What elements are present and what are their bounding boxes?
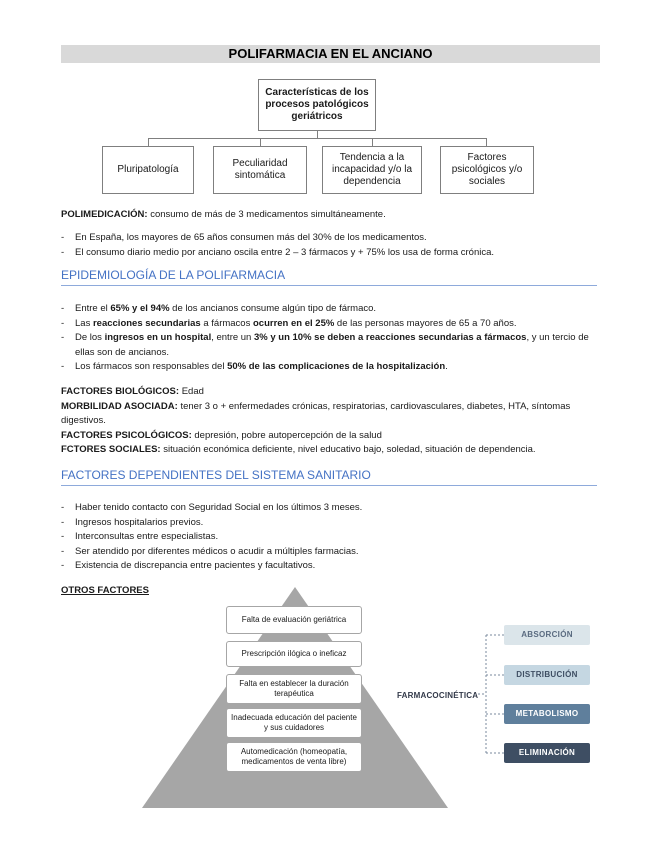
list-item: - De los ingresos en un hospital, entre un 3% y un 10% se deben a reacciones secundarias a fármacos, y un tercio de ellas son de ancianos. bbox=[61, 331, 601, 360]
list-item: - El consumo diario medio por anciano oscila entre 2 – 3 fármacos y + 75% los usa de forma crónica. bbox=[61, 246, 601, 261]
connector bbox=[317, 131, 318, 138]
list-item: - Interconsultas entre especialistas. bbox=[61, 530, 601, 545]
section-rule bbox=[61, 485, 597, 486]
list-item: - Las reacciones secundarias a fármacos ocurren en el 25% de las personas mayores de 65 a 70 años. bbox=[61, 317, 601, 332]
epidemiologia-list bbox=[61, 302, 601, 375]
page-title: POLIFARMACIA EN EL ANCIANO bbox=[61, 45, 600, 63]
connector bbox=[486, 138, 487, 146]
diagram-root: Características de los procesos patológicos geriátricos bbox=[258, 79, 376, 131]
diagram-child-pluripatologia: Pluripatología bbox=[102, 146, 194, 194]
list-item: - Haber tenido contacto con Seguridad Social en los últimos 3 meses. bbox=[61, 501, 601, 516]
list-item: - Entre el 65% y el 94% de los ancianos consume algún tipo de fármaco. bbox=[61, 302, 601, 317]
farmacocinetica-label: FARMACOCINÉTICA bbox=[397, 691, 479, 700]
polimedicacion-label: POLIMEDICACIÓN: bbox=[61, 209, 148, 220]
connector bbox=[148, 138, 486, 139]
pyramid-item: Automedicación (homeopatía, medicamentos de venta libre) bbox=[226, 742, 362, 772]
pk-eliminacion: ELIMINACIÓN bbox=[504, 743, 590, 763]
connector bbox=[372, 138, 373, 146]
pk-metabolismo: METABOLISMO bbox=[504, 704, 590, 724]
pyramid-item: Falta en establecer la duración terapéutica bbox=[226, 674, 362, 704]
section-rule bbox=[61, 285, 597, 286]
otros-heading: OTROS FACTORES bbox=[61, 585, 149, 596]
list-item: - Existencia de discrepancia entre pacientes y facultativos. bbox=[61, 559, 601, 574]
factor-social: FCTORES SOCIALES: situación económica deficiente, nivel educativo bajo, soledad, situación de dependencia. bbox=[61, 444, 536, 455]
connector bbox=[260, 138, 261, 146]
polimedicacion-text: consumo de más de 3 medicamentos simultáneamente. bbox=[147, 209, 386, 220]
list-item: - En España, los mayores de 65 años consumen más del 30% de los medicamentos. bbox=[61, 231, 601, 246]
pyramid-item: Falta de evaluación geriátrica bbox=[226, 606, 362, 634]
pk-distribucion: DISTRIBUCIÓN bbox=[504, 665, 590, 685]
list-item: - Ser atendido por diferentes médicos o acudir a múltiples farmacias. bbox=[61, 545, 601, 560]
diagram-child-factores: Factores psicológicos y/o sociales bbox=[440, 146, 534, 194]
polimedicacion-definition bbox=[61, 208, 601, 221]
section-heading-epidemiologia: EPIDEMIOLOGÍA DE LA POLIFARMACIA bbox=[61, 268, 286, 282]
factor-biologico: FACTORES BIOLÓGICOS: Edad bbox=[61, 386, 204, 397]
diagram-child-tendencia: Tendencia a la incapacidad y/o la dependencia bbox=[322, 146, 422, 194]
factores-block bbox=[61, 385, 601, 458]
list-item: - Ingresos hospitalarios previos. bbox=[61, 516, 601, 531]
diagram-child-peculiaridad: Peculiaridad sintomática bbox=[213, 146, 307, 194]
sanitario-list bbox=[61, 501, 601, 574]
pyramid-item: Inadecuada educación del paciente y sus cuidadores bbox=[226, 708, 362, 738]
factor-morbilidad: MORBILIDAD ASOCIADA: tener 3 o + enfermedades crónicas, respiratorias, cardiovasculares, diabetes, HTA, síntomas digestivos. bbox=[61, 400, 571, 426]
pk-absorcion: ABSORCIÓN bbox=[504, 625, 590, 645]
factor-psicologico: FACTORES PSICOLÓGICOS: depresión, pobre autopercepción de la salud bbox=[61, 429, 382, 441]
polimedicacion-list bbox=[61, 231, 601, 260]
connector bbox=[148, 138, 149, 146]
pyramid-item: Prescripción ilógica o ineficaz bbox=[226, 641, 362, 667]
section-heading-sanitario: FACTORES DEPENDIENTES DEL SISTEMA SANITARIO bbox=[61, 468, 371, 482]
list-item: - Los fármacos son responsables del 50% de las complicaciones de la hospitalización. bbox=[61, 360, 601, 375]
